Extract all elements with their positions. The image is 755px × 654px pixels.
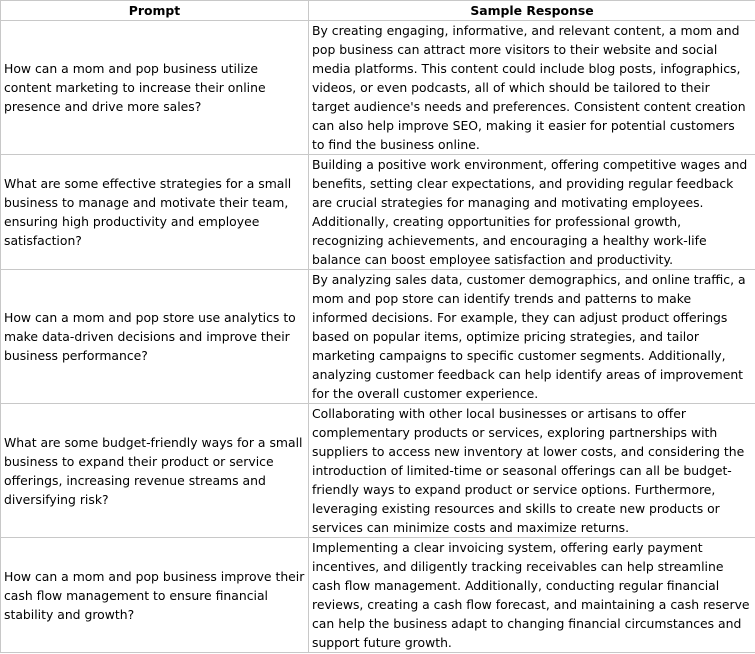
prompt-column-header: Prompt [1,1,309,21]
table-row [1,538,755,653]
prompt-cell: What are some effective strategies for a small business to manage and motivate their team, ensuring high productivity and employee satisfaction? [1,155,309,270]
response-cell: Building a positive work environment, offering competitive wages and benefits, setting clear expectations, and providing regular feedback are crucial strategies for managing and motivating employees. Additionally, creating opportunities for professional growth, recognizing achievements, and encouraging a healthy work-life balance can boost employee satisfaction and productivity. [309,155,755,270]
response-cell: By analyzing sales data, customer demographics, and online traffic, a mom and pop store can identify trends and patterns to make informed decisions. For example, they can adjust product offerings based on popular items, optimize pricing strategies, and tailor marketing campaigns to specific customer segments. Additionally, analyzing customer feedback can help identify areas of improvement for the overall customer experience. [309,270,755,404]
table-row [1,155,755,270]
table-row [1,21,755,155]
prompt-cell: What are some budget-friendly ways for a small business to expand their product or service offerings, increasing revenue streams and diversifying risk? [1,404,309,538]
response-column-header: Sample Response [309,1,755,21]
response-cell: Collaborating with other local businesses or artisans to offer complementary products or services, exploring partnerships with suppliers to access new inventory at lower costs, and considering the introduction of limited-time or seasonal offerings can all be budget-friendly ways to expand product or service options. Furthermore, leveraging existing resources and skills to create new products or services can minimize costs and maximize returns. [309,404,755,538]
response-cell: By creating engaging, informative, and relevant content, a mom and pop business can attract more visitors to their website and social media platforms. This content could include blog posts, infographics, videos, or even podcasts, all of which should be tailored to their target audience's needs and preferences. Consistent content creation can also help improve SEO, making it easier for potential customers to find the business online. [309,21,755,155]
table-row [1,270,755,404]
prompt-cell: How can a mom and pop store use analytics to make data-driven decisions and improve their business performance? [1,270,309,404]
prompt-cell: How can a mom and pop business improve their cash flow management to ensure financial stability and growth? [1,538,309,653]
table-row [1,404,755,538]
header-row [1,1,755,21]
prompt-cell: How can a mom and pop business utilize content marketing to increase their online presence and drive more sales? [1,21,309,155]
response-cell: Implementing a clear invoicing system, offering early payment incentives, and diligently tracking receivables can help streamline cash flow management. Additionally, conducting regular financial reviews, creating a cash flow forecast, and maintaining a cash reserve can help the business adapt to changing financial circumstances and support future growth. [309,538,755,653]
